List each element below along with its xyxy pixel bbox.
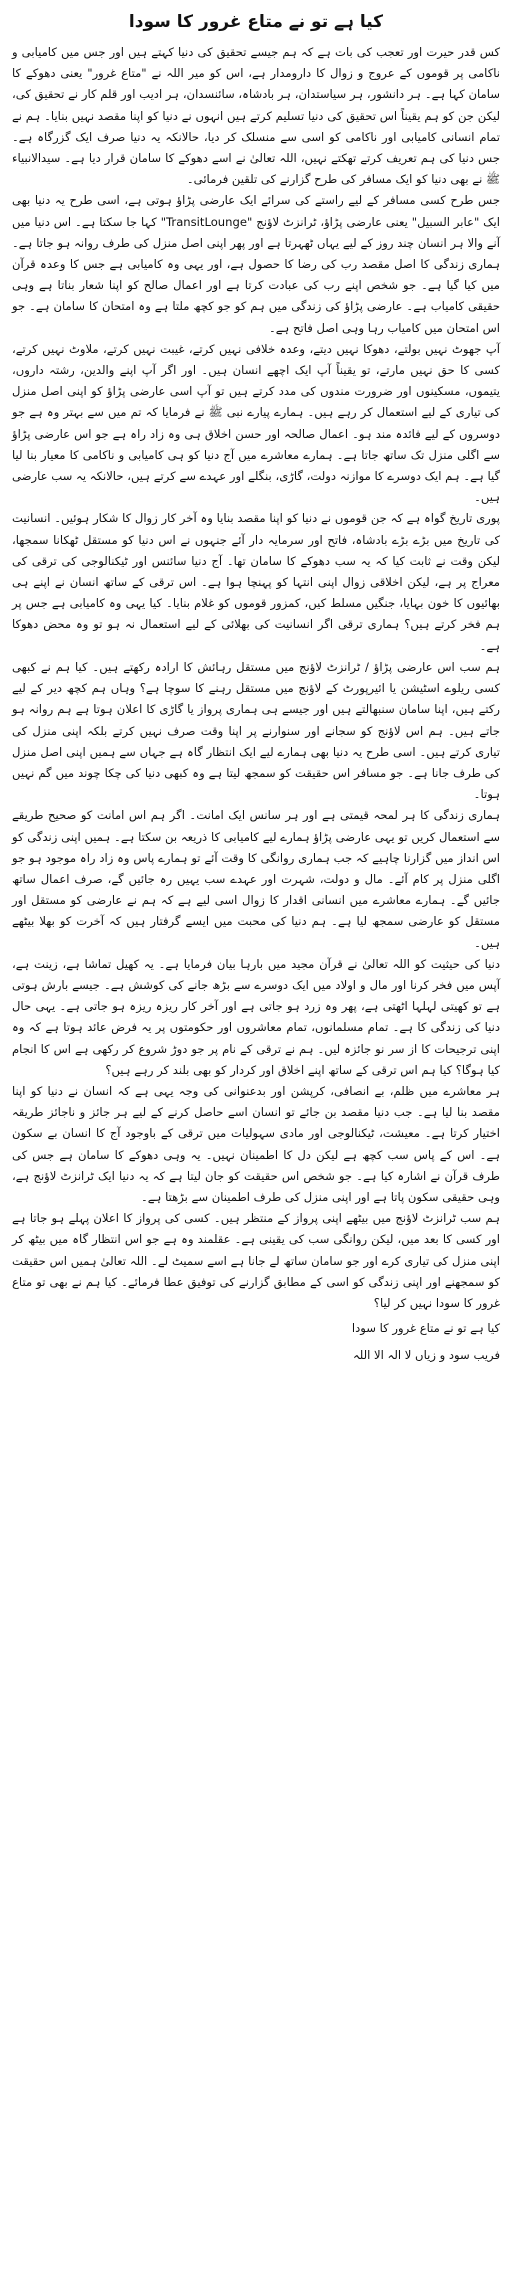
closing-line: کیا ہے تو نے متاع غرور کا سودا — [351, 1321, 500, 1336]
paragraph: کس قدر حیرت اور تعجب کی بات ہے کہ ہم جیسے تحقیق کی دنیا کہتے ہیں اور جس میں کامیابی و ناکامی پر قوموں کے عروج و زوال کا دارومدار ہے، اس کو میر اللہ نے "متاع غرور" یعنی دھوکے کا سامان کہا ہے۔ ہر دانشور، ہر سیاستدان، ہر بادشاہ، سائنسدان، ہر ادیب اور قلم کار نے تحقیق کی، لیکن جن کو ہم یقیناً اس تحقیق کی دنیا تسلیم کرتے ہیں انہوں نے دنیا کو اپنا مقصد نہیں بنایا۔ ہم نے تمام انسانی کامیابی اور ناکامی کو اسی سے منسلک کر دیا، حالانکہ یہ دنیا صرف ایک گزرگاہ ہے۔ جس دنیا کی ہم تعریف کرتے تھکتے نہیں، اللہ تعالیٰ نے اسے دھوکے کا سامان قرار دیا ہے۔ سیدالانبیاء ﷺ نے بھی دنیا کو ایک مسافر کی طرح گزارنے کی تلقین فرمائی۔ — [12, 45, 500, 187]
article-title: کیا ہے تو نے متاع غرور کا سودا — [128, 12, 384, 32]
paragraph: جس طرح کسی مسافر کے لیے راستے کی سرائے ایک عارضی پڑاؤ ہوتی ہے، اسی طرح یہ دنیا بھی ایک "عابر السبیل" یعنی عارضی پڑاؤ، ٹرانزٹ لاؤنج "TransitLounge" کہا جا سکتا ہے۔ اس دنیا میں آنے والا ہر انسان چند روز کے لیے یہاں ٹھہرتا ہے اور پھر اپنی اصل منزل کی طرف روانہ ہو جاتا ہے۔ ہماری زندگی کا اصل مقصد رب کی رضا کا حصول ہے، اور یہی وہ کامیابی ہے جس کا وعدہ قرآن میں کیا گیا ہے۔ جو شخص اپنے رب کی عبادت کرتا ہے اور اعمال صالح کو اپنا شعار بناتا ہے وہی حقیقی کامیاب ہے۔ عارضی پڑاؤ کی زندگی میں ہم کو جو کچھ ملتا ہے وہ امتحان کا سامان ہے۔ جو اس امتحان میں کامیاب رہا وہی اصل فاتح ہے۔ — [12, 193, 501, 335]
paragraph: ہم سب ٹرانزٹ لاؤنج میں بیٹھے اپنی پرواز کے منتظر ہیں۔ کسی کی پرواز کا اعلان پہلے ہو جاتا ہے اور کسی کا بعد میں، لیکن روانگی سب کی یقینی ہے۔ عقلمند وہ ہے جو اس انتظار گاہ میں بیٹھ کر اپنی منزل کی تیاری کرے اور جو سامان ساتھ لے جانا ہے اسے سمیٹ لے۔ اللہ تعالیٰ ہمیں اس حقیقت کو سمجھنے اور اپنی زندگی کو اسی کے مطابق گزارنے کی توفیق عطا فرمائے۔ کیا ہم نے بھی تو متاع غرور کا سودا نہیں کر لیا؟ — [12, 1211, 500, 1310]
paragraph: ہر معاشرے میں ظلم، بے انصافی، کرپشن اور بدعنوانی کی وجہ یہی ہے کہ انسان نے دنیا کو اپنا مقصد بنا لیا ہے۔ جب دنیا مقصد بن جائے تو انسان اسے حاصل کرنے کے لیے ہر جائز و ناجائز طریقہ اختیار کرتا ہے۔ معیشت، ٹیکنالوجی اور مادی سہولیات میں ترقی کے باوجود آج کا انسان بے سکون ہے۔ اس کے پاس سب کچھ ہے لیکن دل کا اطمینان نہیں۔ یہ وہی دھوکے کا سامان ہے جس کی طرف قرآن نے اشارہ کیا ہے۔ جو شخص اس حقیقت کو جان لیتا ہے کہ یہ دنیا ایک ٹرانزٹ لاؤنج ہے، وہی حقیقی سکون پاتا ہے اور اپنی منزل کی طرف اطمینان سے بڑھتا ہے۔ — [12, 1083, 500, 1204]
paragraph: ہماری زندگی کا ہر لمحہ قیمتی ہے اور ہر سانس ایک امانت۔ اگر ہم اس امانت کو صحیح طریقے سے استعمال کریں تو یہی عارضی پڑاؤ ہمارے لیے کامیابی کا ذریعہ بن سکتا ہے۔ ہمیں اپنی زندگی کو اس انداز میں گزارنا چاہیے کہ جب ہماری روانگی کا وقت آئے تو ہمارے پاس وہ زاد راہ موجود ہو جو اگلی منزل پر کام آئے۔ مال و دولت، شہرت اور عہدے سب یہیں رہ جائیں گے، صرف اعمال ساتھ جائیں گے۔ ہمارے معاشرے میں انسانی اقدار کا زوال اسی لیے ہے کہ ہم نے عارضی کو مستقل اور مستقل کو عارضی سمجھ لیا ہے۔ ہم دنیا کی محبت میں ایسے گرفتار ہیں کہ آخرت کو بھلا بیٹھے ہیں۔ — [12, 808, 500, 950]
paragraph: پوری تاریخ گواہ ہے کہ جن قوموں نے دنیا کو اپنا مقصد بنایا وہ آخر کار زوال کا شکار ہوئیں۔ انسانیت کی تاریخ میں بڑے بڑے بادشاہ، فاتح اور سرمایہ دار آئے جنہوں نے اس دنیا کو مستقل ٹھکانا سمجھا، لیکن وقت نے ثابت کیا کہ یہ سب دھوکے کا سامان تھا۔ آج دنیا سائنس اور ٹیکنالوجی کی ترقی کی معراج پر ہے، لیکن اخلاقی زوال اپنی انتہا کو پہنچا ہوا ہے۔ اس ترقی کے ساتھ انسان نے اپنے ہی بھائیوں کا خون بہایا، جنگیں مسلط کیں، کمزور قوموں کو غلام بنایا۔ کیا یہی وہ کامیابی ہے جس پر ہم فخر کرتے ہیں؟ ہماری ترقی اگر انسانیت کی بھلائی کے لیے استعمال نہ ہو تو وہ محض دھوکا ہے۔ — [12, 511, 500, 653]
paragraph: آپ جھوٹ نہیں بولتے، دھوکا نہیں دیتے، وعدہ خلافی نہیں کرتے، غیبت نہیں کرتے، ملاوٹ نہیں کرتے، کسی کا حق نہیں مارتے، تو یقیناً آپ ایک اچھے انسان ہیں۔ اور اگر آپ اپنے والدین، رشتہ داروں، یتیموں، مسکینوں اور ضرورت مندوں کی مدد کرتے ہیں تو آپ اسی عارضی پڑاؤ کو اپنی اصل منزل کی تیاری کے لیے استعمال کر رہے ہیں۔ ہمارے پیارے نبی ﷺ نے فرمایا کہ تم میں سے بہتر وہ ہے جو دوسروں کے لیے فائدہ مند ہو۔ اعمال صالحہ اور حسن اخلاق ہی وہ زاد راہ ہے جو اس عارضی پڑاؤ سے اگلی منزل تک ساتھ جاتا ہے۔ ہمارے معاشرے میں آج دنیا کو ہی کامیابی و ناکامی کا معیار بنا لیا گیا ہے۔ ہم ایک دوسرے کا موازنہ دولت، گاڑی، بنگلے اور عہدے سے کرتے ہیں، حالانکہ یہ سب عارضی ہیں۔ — [12, 341, 500, 505]
paragraph: ہم سب اس عارضی پڑاؤ / ٹرانزٹ لاؤنج میں مستقل رہائش کا ارادہ رکھتے ہیں۔ کیا ہم نے کبھی کسی ریلوے اسٹیشن یا ائیرپورٹ کے لاؤنج میں مستقل رہنے کا سوچا ہے؟ وہاں ہم کچھ دیر کے لیے رکتے ہیں، اپنا سامان سنبھالتے ہیں اور جیسے ہی ہماری پرواز یا گاڑی کا اعلان ہوتا ہے ہم روانہ ہو جاتے ہیں۔ ہم اس لاؤنج کو سجانے اور سنوارنے پر اپنا وقت صرف نہیں کرتے بلکہ اپنی منزل کی تیاری کرتے ہیں۔ اسی طرح یہ دنیا بھی ہمارے لیے ایک انتظار گاہ ہے جہاں سے ہمیں اپنی اصل منزل کی طرف جانا ہے۔ جو مسافر اس حقیقت کو سمجھ لیتا ہے وہ کبھی دنیا کی چکا چوند میں گم نہیں ہوتا۔ — [12, 659, 500, 802]
closing-verse: فریب سود و زیاں لا الہ الا اللہ — [352, 1348, 500, 1363]
paragraph: دنیا کی حیثیت کو اللہ تعالیٰ نے قرآن مجید میں بارہا بیان فرمایا ہے۔ یہ کھیل تماشا ہے، زینت ہے، آپس میں فخر کرنا اور مال و اولاد میں ایک دوسرے سے بڑھ جانے کی کوشش ہے۔ جیسے بارش ہوتی ہے تو کھیتی لہلہا اٹھتی ہے، پھر وہ زرد ہو جاتی ہے اور آخر کار ریزہ ریزہ ہو جاتی ہے۔ یہی حال دنیا کی زندگی کا ہے۔ تمام مسلمانوں، تمام معاشروں اور حکومتوں پر یہ فرض عائد ہوتا ہے کہ وہ اپنی ترجیحات کا از سر نو جائزہ لیں۔ ہم نے ترقی کے نام پر جو دوڑ شروع کر رکھی ہے اس کا انجام کیا ہوگا؟ کیا ہم اس ترقی کے ساتھ اپنے اخلاق اور کردار کو بھی بلند کر رہے ہیں؟ — [12, 956, 500, 1077]
article-body — [12, 42, 500, 1314]
